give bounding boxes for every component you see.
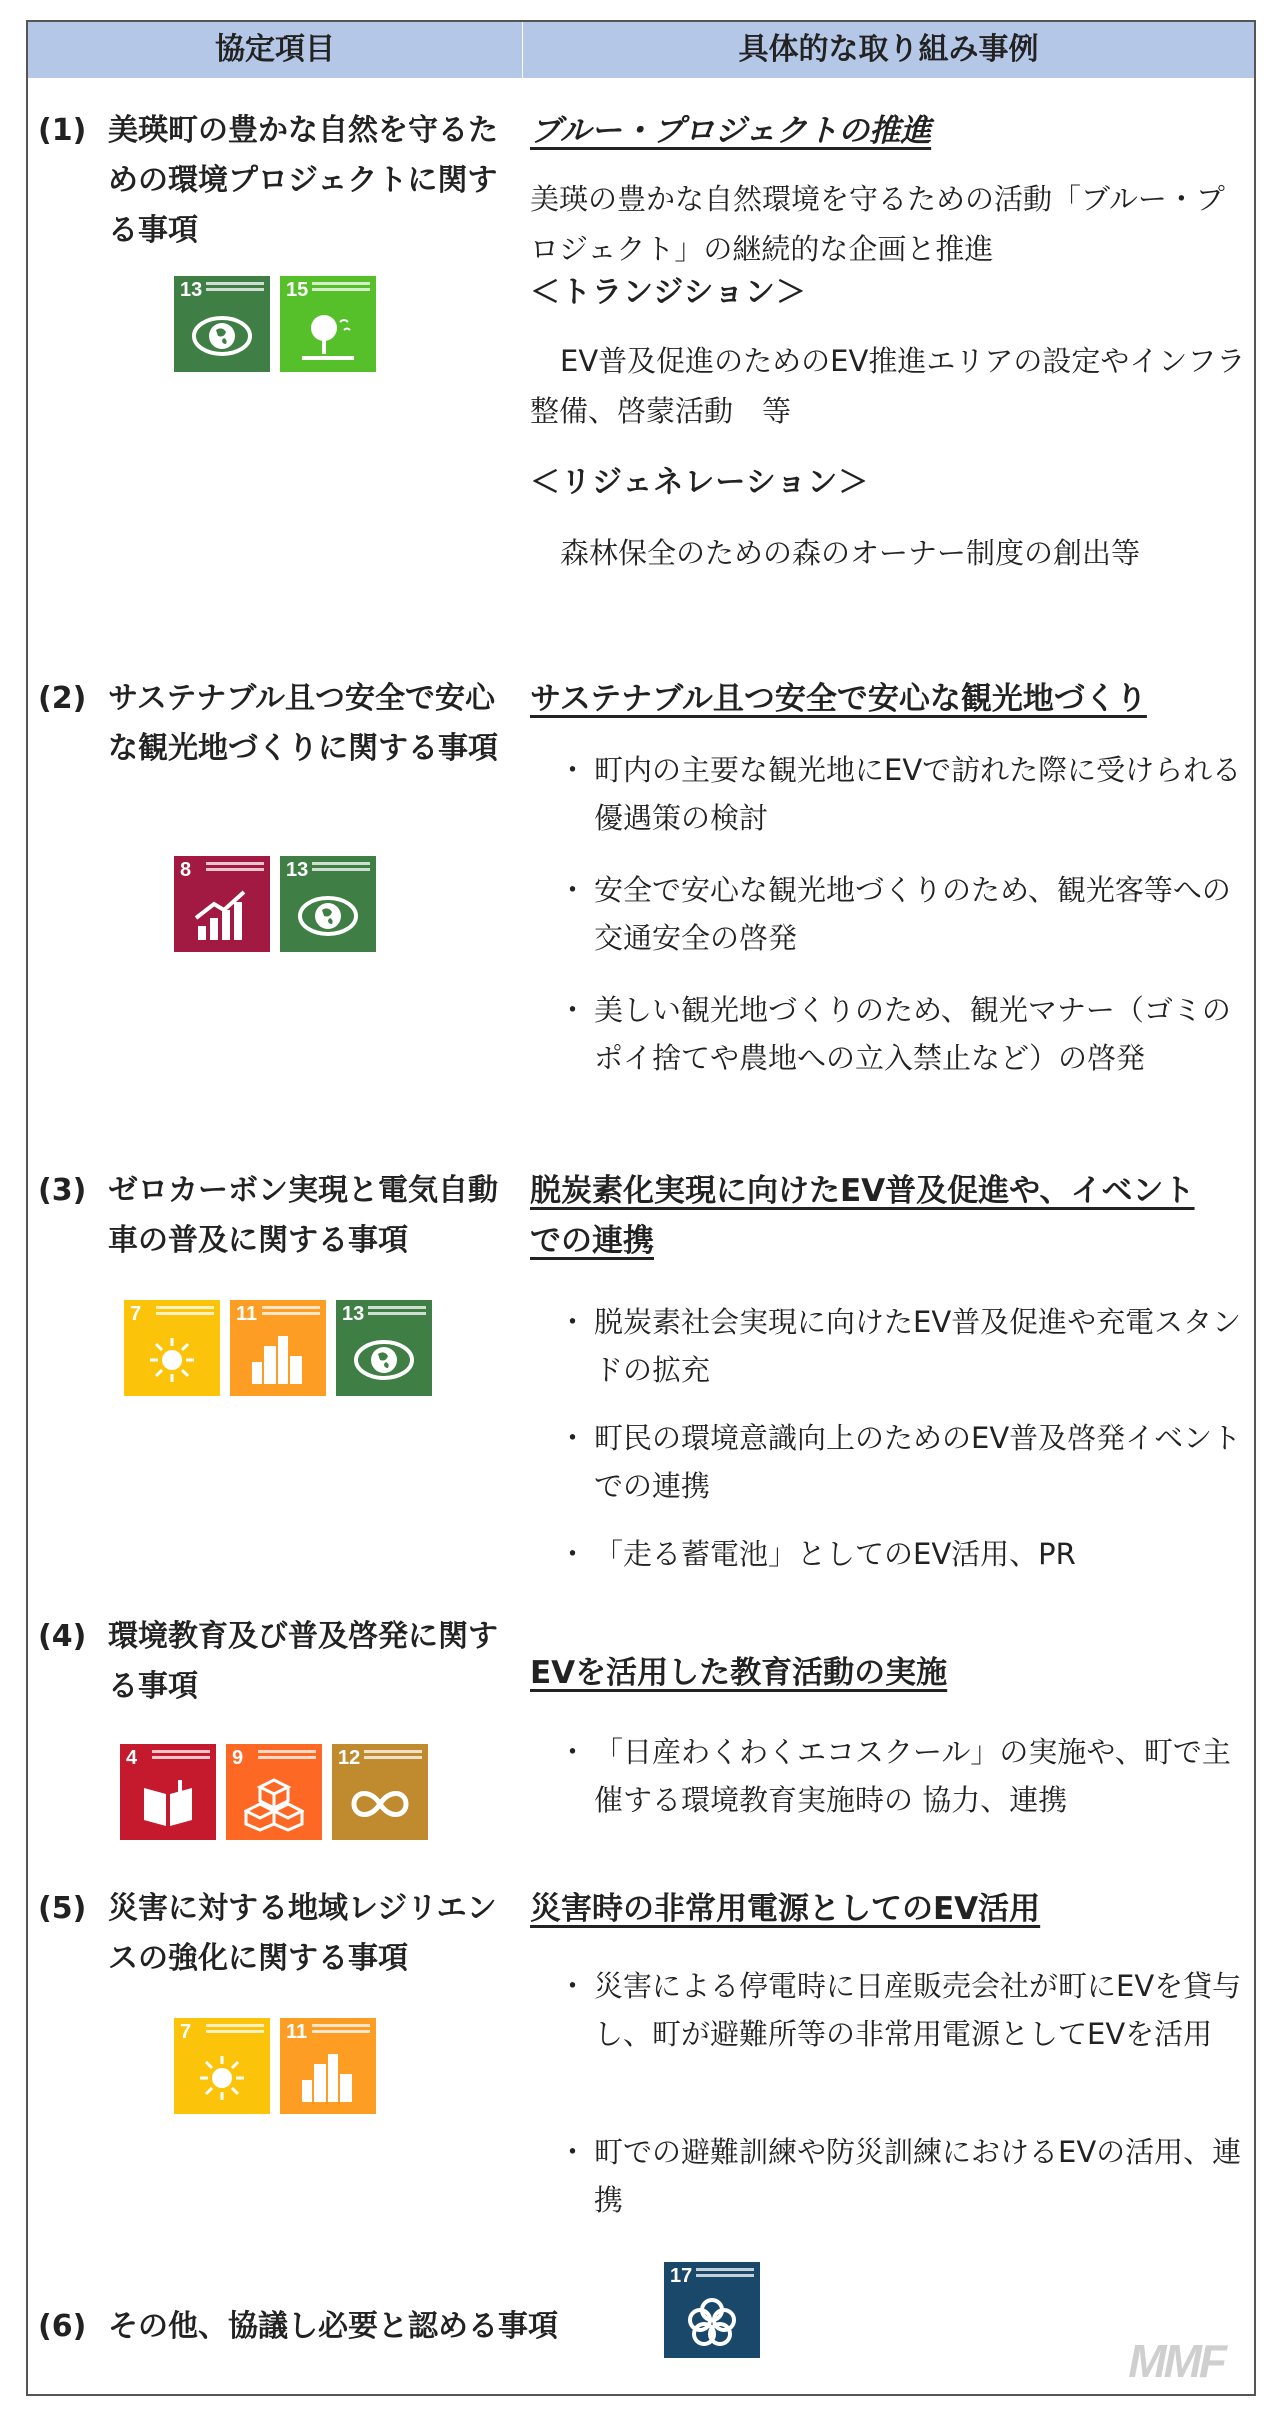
list-item: ・ 安全で安心な観光地づくりのため、観光客等への交通安全の啓発 [558,873,1231,955]
item-number: (4) [38,1619,87,1654]
subheading-transition: ＜トランジション＞ [530,275,807,310]
item-cell [38,2302,738,2352]
list-item: ・ 脱炭素社会実現に向けたEV普及促進や充電スタンドの拡充 [558,1305,1242,1387]
example-title: 災害時の非常用電源としてのEV活用 [530,1891,1041,1927]
sdg-13-icon: 13 [174,276,270,372]
sdg-icons [174,856,376,952]
sdg-13-icon: 13 [336,1300,432,1396]
sdg-4-icon: 4 [120,1744,216,1840]
item-number: (5) [38,1891,87,1926]
list-item: ・ 災害による停電時に日産販売会社が町にEVを貸与し、町が避難所等の非常用電源としてEVを活用 [558,1969,1242,2051]
item-text: 美瑛町の豊かな自然を守るための環境プロジェクトに関する事項 [108,113,498,248]
sdg-icons [174,2018,376,2114]
item-cell [38,1612,518,1712]
item-number: (1) [38,113,87,148]
example-title: ブルー・プロジェクトの推進 [530,113,932,149]
example-title: サステナブル且つ安全で安心な観光地づくり [530,681,1147,717]
item-cell [38,674,518,774]
sdg-icons [120,1744,428,1840]
sdg-icons [664,2262,760,2358]
list-item: ・ 「走る蓄電池」としてのEV活用、PR [558,1537,1076,1571]
sdg-15-icon: 15 [280,276,376,372]
regeneration-text: 森林保全のための森のオーナー制度の創出等 [560,536,1141,570]
sdg-12-icon: 12 [332,1744,428,1840]
example-title: EVを活用した教育活動の実施 [530,1655,948,1691]
item-cell [38,1166,518,1266]
example-paragraph: 美瑛の豊かな自然環境を守るための活動「ブルー・プロジェクト」の継続的な企画と推進 [530,182,1225,266]
sdg-17-icon: 17 [664,2262,760,2358]
item-number: (2) [38,681,87,716]
header-col-agreement-items: 協定項目 [28,22,523,78]
subheading-regeneration: ＜リジェネレーション＞ [530,465,870,500]
item-cell [38,1884,518,1984]
sdg-7-icon: 7 [124,1300,220,1396]
example-title-line1: 脱炭素化実現に向けたEV普及促進や、イベント [530,1173,1195,1209]
sdg-9-icon: 9 [226,1744,322,1840]
sdg-8-icon: 8 [174,856,270,952]
item-text: 災害に対する地域レジリエンスの強化に関する事項 [108,1891,497,1976]
sdg-13-icon: 13 [280,856,376,952]
item-number: (6) [38,2309,87,2344]
sdg-11-icon: 11 [230,1300,326,1396]
list-item: ・ 町民の環境意識向上のためのEV普及啓発イベントでの連携 [558,1421,1242,1503]
item-text: ゼロカーボン実現と電気自動車の普及に関する事項 [108,1173,498,1258]
example-title-line2: での連携 [530,1223,654,1259]
list-item: ・ 「日産わくわくエコスクール」の実施や、町で主催する環境教育実施時の 協力、連携 [558,1735,1231,1817]
list-item: ・ 美しい観光地づくりのため、観光マナー（ゴミのポイ捨てや農地への立入禁止など）の啓発 [558,993,1231,1075]
transition-text: EV普及促進のためのEV推進エリアの設定やインフラ整備、啓蒙活動 等 [530,344,1246,428]
list-item: ・ 町内の主要な観光地にEVで訪れた際に受けられる優遇策の検討 [558,753,1242,835]
sdg-11-icon: 11 [280,2018,376,2114]
sdg-7-icon: 7 [174,2018,270,2114]
sdg-icons [174,276,376,372]
item-text: その他、協議し必要と認める事項 [108,2309,558,2344]
item-cell [38,106,518,256]
sdg-icons [124,1300,432,1396]
agreement-table [26,20,1256,2396]
header-col-examples: 具体的な取り組み事例 [523,22,1254,78]
item-number: (3) [38,1173,87,1208]
watermark-logo: MMF [1128,2335,1224,2387]
item-text: サステナブル且つ安全で安心な観光地づくりに関する事項 [108,681,498,766]
list-item: ・ 町での避難訓練や防災訓練におけるEVの活用、連携 [558,2135,1242,2217]
item-text: 環境教育及び普及啓発に関する事項 [108,1619,498,1704]
